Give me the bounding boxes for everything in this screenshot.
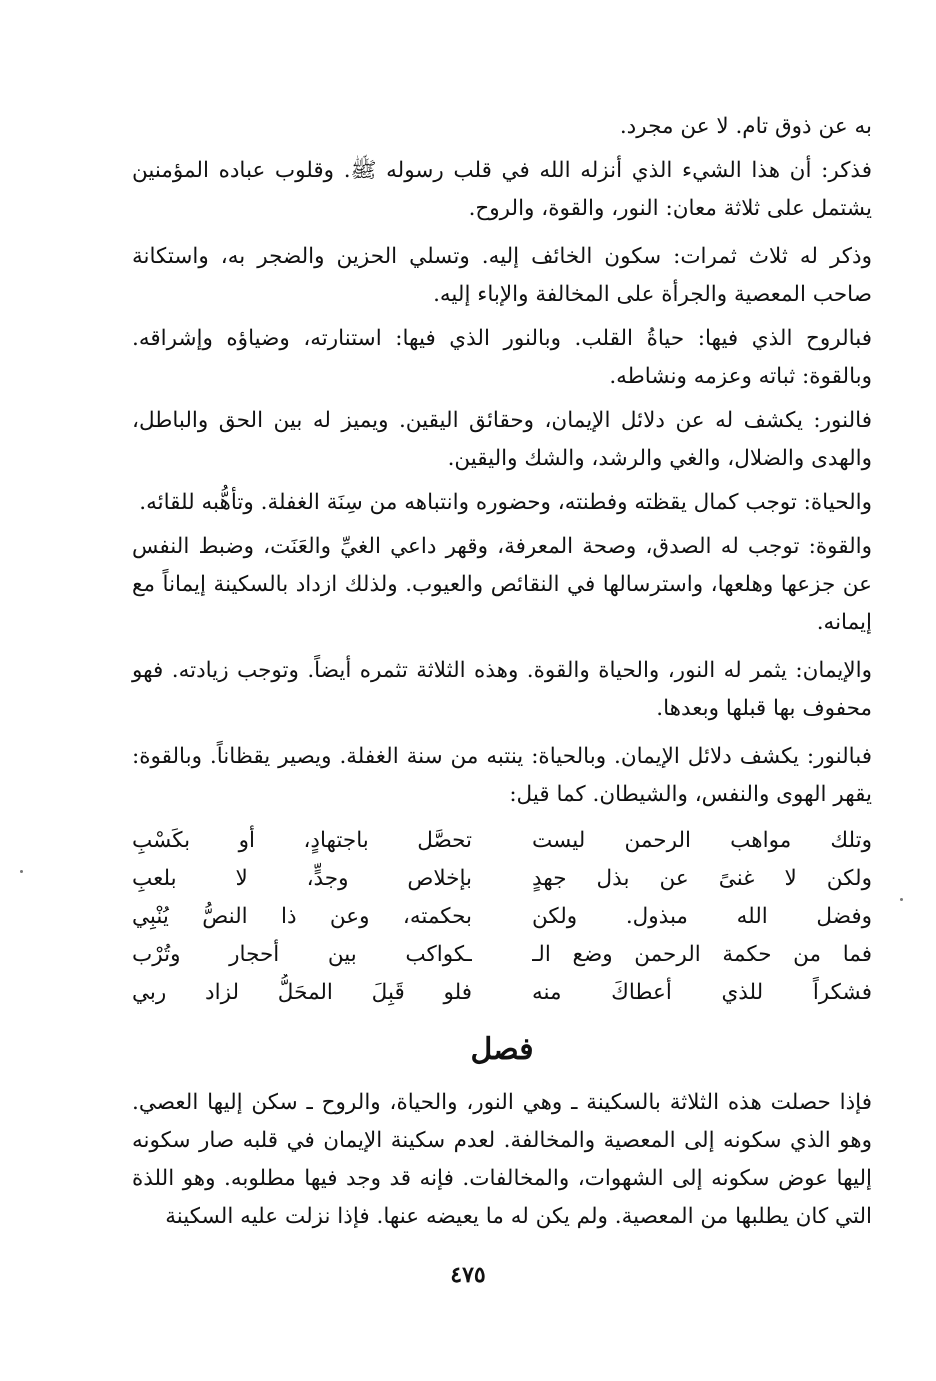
verse-row [132,860,872,898]
paragraph-9: فبالنور: يكشف دلائل الإيمان. وبالحياة: ينتبه من سنة الغفلة. ويصير يقظاناً. وبالقوة: يقهر الهوى والنفس، والشيطان. كما قيل: [132,744,872,807]
paragraph-8: والإيمان: يثمر له النور، والحياة والقوة. وهذه الثلاثة تثمره أيضاً. وتوجب زيادته. فهو محفوف بها قبلها وبعدها. [132,658,872,721]
verse-first-hemistich: ولكن لا غنىً عن بذل جهدٍ [532,866,872,891]
verse-first-hemistich: وفضل الله مبذول. ولكن [532,904,872,929]
verse-first-hemistich: فشكراً للذي أعطاكَ منه [532,980,872,1005]
verse-row [132,898,872,936]
verse-second-hemistich: فلو قَبِلَ المحَلُّ لزاد ربي [132,980,472,1005]
verse-first-hemistich: فما من حكمة الرحمن وضع الـ [532,942,872,967]
verse-row [132,822,872,860]
verse-second-hemistich: بحكمته، وعن ذا النصُّ يُنْبِي [132,904,472,929]
paragraph-3: وذكر له ثلاث ثمرات: سكون الخائف إليه. وتسلي الحزين والضجر به، واستكانة صاحب المعصية والجرأة على المخالفة والإباء إليه. [132,244,872,307]
poem [132,822,872,1012]
verse-row [132,936,872,974]
paragraph-7: والقوة: توجب له الصدق، وصحة المعرفة، وقهر داعي الغيِّ والعَنَت، وضبط النفس عن جزعها وهلعها، واسترسالها في النقائص والعيوب. ولذلك ازداد بالسكينة إيماناً مع إيمانه. [132,534,872,635]
page-number: ٤٧٥ [450,1262,486,1288]
scan-speck [20,870,23,873]
verse-second-hemistich: ـكواكب بين أحجار وتُرْب [132,942,472,967]
scan-speck [900,898,903,901]
section-title: فصل [470,1032,534,1067]
verse-first-hemistich: وتلك مواهب الرحمن ليست [532,828,872,853]
verse-row [132,974,872,1012]
verse-second-hemistich: تحصَّل باجتهادٍ، أو بكَسْبِ [132,828,472,853]
paragraph-1: به عن ذوق تام. لا عن مجرد. [619,114,872,139]
page-body [132,108,872,1242]
paragraph-6: والحياة: توجب كمال يقظته وفطنته، وحضوره وانتباهه من سِنَة الغفلة. وتأهُّبه للقائه. [139,490,872,515]
paragraph-4: فبالروح الذي فيها: حياةُ القلب. وبالنور الذي فيها: استنارته، وضياؤه وإشراقه. وبالقوة: ثباته وعزمه ونشاطه. [132,326,872,389]
paragraph-5: فالنور: يكشف له عن دلائل الإيمان، وحقائق اليقين. ويميز له بين الحق والباطل، والهدى والضلال، والغي والرشد، والشك واليقين. [132,408,872,471]
paragraph-2: فذكر: أن هذا الشيء الذي أنزله الله في قلب رسوله ﷺ. وقلوب عباده المؤمنين يشتمل على ثلاثة معان: النور، والقوة، والروح. [132,158,872,221]
section-paragraph-1: فإذا حصلت هذه الثلاثة بالسكينة ـ وهي النور، والحياة، والروح ـ سكن إليها العصي. وهو الذي سكونه إلى المعصية والمخالفة. لعدم سكينة الإيمان في قلبه صار سكونه إليها عوض سكونه إلى الشهوات، والمخالفات. فإنه قد وجد فيها مطلوبه. وهو اللذة التي كان يطلبها من المعصية. ولم يكن له ما يعيضه عنها. فإذا نزلت عليه السكينة [132,1090,872,1229]
verse-second-hemistich: بإخلاص وجدٍّ، لا بلعبِ [132,866,472,891]
